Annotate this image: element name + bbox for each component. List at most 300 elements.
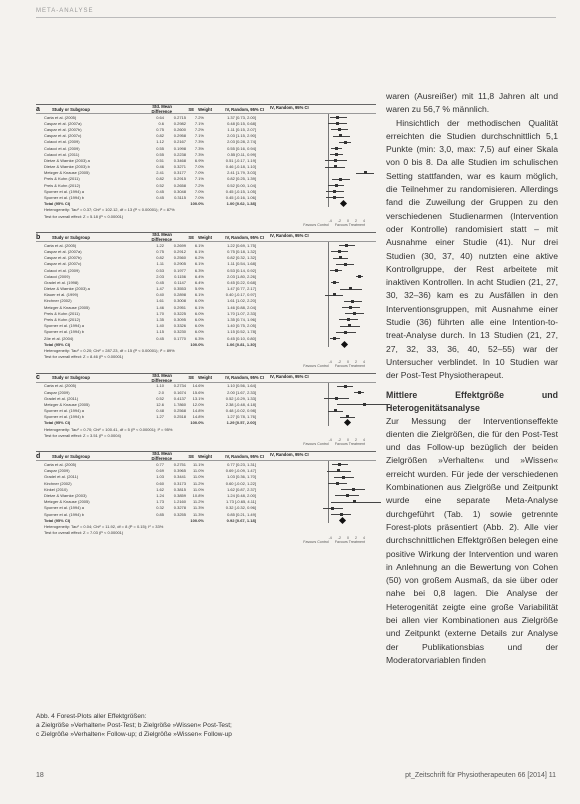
smd-value: 0.77: [156, 462, 164, 468]
point-estimate: [349, 287, 352, 290]
se-value: 0.3271: [173, 164, 186, 170]
weight-value: 6.1%: [194, 261, 204, 267]
smd-value: 0.45: [156, 279, 164, 285]
study-name: Sporner et al. (1994) b: [44, 329, 85, 335]
se-value: 0.1998: [173, 145, 186, 151]
se-value: 0.2600: [173, 126, 186, 132]
caption-line-2: a Zielgröße »Verhalten« Post-Test; b Zielgröße »Wissen« Post-Test;: [36, 722, 232, 729]
point-estimate: [336, 116, 339, 119]
study-name: Caspar et al. (2007b): [44, 255, 82, 261]
col-header-weight: Weight: [198, 106, 212, 112]
se-value: 0.2658: [173, 182, 186, 188]
weight-value: 7.1%: [194, 120, 204, 126]
col-header-ci: IV, Random, 95% CI: [225, 234, 264, 240]
ci-value: 0.55 [0.11, 0.99]: [227, 151, 256, 157]
se-value: 0.3230: [173, 329, 186, 335]
weight-value: 11.3%: [192, 511, 204, 517]
smd-value: 0.85: [156, 511, 164, 517]
ci-value: 1.15 [0.52, 1.78]: [227, 329, 256, 335]
smd-value: 12.6: [156, 401, 164, 407]
study-name: Klauer et al. (1999): [44, 292, 79, 298]
axis-tick: -2: [337, 438, 341, 443]
smd-value: 0.6: [158, 120, 164, 126]
favours-control: Favours Control: [303, 363, 329, 368]
point-estimate: [334, 159, 337, 162]
point-estimate: [346, 494, 349, 497]
axis-tick: -2: [337, 535, 341, 540]
ci-value: 1.00 [0.62, 1.38]: [226, 201, 256, 207]
se-value: 0.3173: [173, 480, 186, 486]
smd-value: 1.24: [156, 492, 164, 498]
se-value: 1.2160: [173, 499, 186, 505]
axis-tick: 0: [347, 219, 349, 224]
weight-value: 7.3%: [194, 145, 204, 151]
study-name: Preis & Kuhn (2011): [44, 176, 80, 182]
weight-value: 7.3%: [194, 151, 204, 157]
study-name: Colacci et al. (2009): [44, 145, 80, 151]
se-value: 0.2518: [173, 414, 186, 420]
se-value: 0.3177: [173, 170, 186, 176]
se-value: 0.1977: [173, 267, 186, 273]
se-value: 0.2958: [173, 133, 186, 139]
smd-value: 0.82: [156, 255, 164, 261]
favours-control: Favours Control: [303, 539, 329, 544]
study-name: Colacci et al. (2011): [44, 151, 80, 157]
smd-value: 1.46: [156, 304, 164, 310]
ci-value: 0.55 [0.16, 0.94]: [227, 145, 256, 151]
ci-value: 1.61 [1.02, 2.20]: [227, 298, 256, 304]
ci-value: 0.82 [0.25, 1.39]: [227, 176, 256, 182]
point-estimate: [335, 147, 338, 150]
se-value: 0.2912: [173, 248, 186, 254]
study-name: Carta et al. (2005): [44, 114, 77, 120]
ci-value: 2.41 [1.79, 3.03]: [227, 170, 256, 176]
study-name: Total (95% CI): [44, 420, 71, 426]
point-estimate: [358, 275, 361, 278]
se-value: 0.2699: [173, 242, 186, 248]
axis-tick: -2: [337, 219, 341, 224]
study-name: Carta et al. (2005): [44, 462, 77, 468]
weight-value: 7.0%: [194, 170, 204, 176]
ci-value: 1.62 [0.87, 2.37]: [227, 486, 256, 492]
se-value: 0.2951: [173, 304, 186, 310]
favours-control: Favours Control: [303, 223, 329, 228]
axis-tick: -4: [328, 438, 332, 443]
paragraph-1: waren (Ausreißer) mit 11,8 Jahren alt und waren zu 56,7 % männlich.: [386, 91, 558, 115]
se-value: 0.2751: [173, 462, 186, 468]
page-number: 18: [36, 772, 44, 779]
point-estimate: [351, 300, 354, 303]
study-name: Kirchner (2002): [44, 480, 72, 486]
ci-value: 0.92 [0.67, 1.18]: [226, 517, 256, 523]
ci-value: 1.46 [0.88, 2.04]: [227, 304, 256, 310]
col-header-smd: Std. Mean Difference: [151, 372, 172, 383]
point-estimate: [344, 141, 347, 144]
panel-label: b: [36, 233, 41, 241]
smd-value: 1.11: [156, 261, 164, 267]
ci-value: 0.45 [-0.16, 1.06]: [225, 195, 256, 201]
weight-value: 11.0%: [192, 474, 204, 480]
study-name: Caspar et al. (2007c): [44, 261, 82, 267]
se-value: 0.2915: [173, 176, 186, 182]
point-estimate: [338, 250, 341, 253]
axis-tick: 4: [363, 438, 365, 443]
ci-value: 1.40 [0.75, 2.05]: [227, 323, 256, 329]
point-estimate: [353, 312, 356, 315]
smd-value: 0.75: [156, 126, 164, 132]
panel-label: d: [36, 452, 41, 460]
forest-panel-c: [36, 373, 376, 447]
forest-panel-b: [36, 232, 376, 368]
study-name: Carta et al. (2005): [44, 383, 77, 389]
caption-line-1: Abb. 4 Forest-Plots aller Effektgrößen:: [36, 713, 147, 720]
panel-label: c: [36, 374, 40, 382]
study-name: Total (95% CI): [44, 201, 71, 207]
weight-value: 6.3%: [194, 335, 204, 341]
point-estimate: [333, 281, 336, 284]
ci-value: 0.51 [-0.17, 1.19]: [225, 157, 256, 163]
ci-value: 1.11 [0.15, 2.07]: [227, 126, 256, 132]
smd-value: 0.40: [156, 292, 164, 298]
study-name: Sporner et al. (1994) b: [44, 414, 85, 420]
ci-plot: [262, 201, 376, 207]
axis-tick: -4: [328, 535, 332, 540]
study-name: Zöe et al. (2004): [44, 335, 74, 341]
ci-value: 0.48 [-0.02, 0.98]: [225, 408, 256, 414]
study-name: Preis & Kuhn (2012): [44, 182, 81, 188]
weight-value: 7.2%: [194, 114, 204, 120]
col-header-smd: Std. Mean Difference: [151, 104, 172, 114]
col-header-weight: Weight: [198, 234, 212, 240]
axis-tick: 2: [355, 438, 357, 443]
study-name: Caspar et al. (2007b): [44, 126, 82, 132]
study-name: Metzger & Knause (2005): [44, 499, 90, 505]
axis-tick: 4: [363, 219, 365, 224]
smd-value: 0.52: [156, 182, 164, 188]
smd-value: 1.70: [156, 310, 164, 316]
col-header-se: SE: [188, 106, 194, 112]
smd-value: 1.35: [156, 317, 164, 323]
col-header-se: SE: [188, 234, 194, 240]
page-footer: [36, 772, 556, 779]
se-value: 0.3326: [173, 323, 186, 329]
weight-value: 7.2%: [194, 182, 204, 188]
se-value: 1.7860: [173, 401, 186, 407]
overall-effect-text: Test for overall effect: Z = 3.51 (P = 0.0004): [44, 432, 122, 438]
panel-header: [36, 105, 376, 114]
smd-value: 1.62: [156, 486, 164, 492]
zero-line: [328, 517, 329, 523]
col-header-study: Study or Subgroup: [52, 453, 90, 459]
ci-value: 0.75 [0.18, 1.32]: [227, 248, 256, 254]
col-header-ci: IV, Random, 95% CI: [225, 375, 264, 381]
point-estimate: [353, 500, 356, 503]
point-estimate: [336, 122, 339, 125]
weight-value: 12.0%: [192, 401, 204, 407]
study-name: Caspar et al. (2007a): [44, 120, 82, 126]
heterogeneity-text: Heterogeneity: Tau² = 0.37; Chi² = 102.12, df = 13 (P < 0.00001); I² = 87%: [44, 207, 175, 213]
axis-tick: -2: [337, 359, 341, 364]
ci-value: 1.22 [0.69, 1.75]: [227, 242, 256, 248]
se-value: 0.3278: [173, 505, 186, 511]
point-estimate: [335, 184, 338, 187]
col-header-ci: IV, Random, 95% CI: [225, 453, 264, 459]
ci-value: 1.47 [0.77, 2.17]: [227, 286, 256, 292]
weight-value: 11.0%: [192, 486, 204, 492]
smd-value: 0.82: [156, 133, 164, 139]
ci-value: 1.03 [0.36, 1.70]: [227, 474, 256, 480]
point-estimate: [349, 306, 352, 309]
smd-value: 1.15: [156, 329, 164, 335]
ci-value: 2.03 [1.80, 2.26]: [227, 273, 256, 279]
study-name: Kirchner (2002): [44, 298, 72, 304]
panel-label: a: [36, 105, 40, 113]
summary-diamond: [341, 341, 348, 348]
point-estimate: [338, 463, 341, 466]
col-header-smd: Std. Mean Difference: [151, 451, 172, 462]
axis-tick: 4: [363, 359, 365, 364]
study-name: Total (95% CI): [44, 341, 71, 347]
smd-value: 0.51: [156, 157, 164, 163]
se-value: 0.3008: [173, 298, 186, 304]
smd-value: 1.73: [156, 499, 164, 505]
study-name: Gradel et al. (2011): [44, 395, 79, 401]
se-value: 0.2905: [173, 261, 186, 267]
axis-tick: 0: [347, 438, 349, 443]
overall-effect-text: Test for overall effect: Z = 5.18 (P < 0.00001): [44, 213, 124, 219]
study-name: Sporner et al. (1994) a: [44, 188, 85, 194]
study-name: Caspar et al. (2007c): [44, 133, 82, 139]
ci-value: 0.53 [0.14, 0.92]: [227, 267, 256, 273]
ci-value: 0.52 [-0.29, 1.33]: [225, 395, 256, 401]
weight-value: 6.3%: [194, 267, 204, 273]
point-estimate: [340, 513, 343, 516]
ci-value: 2.03 [0.28, 2.74]: [227, 139, 256, 145]
ci-value: 0.40 [-0.17, 0.97]: [225, 292, 256, 298]
ci-value: 1.11 [0.54, 1.68]: [227, 261, 256, 267]
weight-value: 6.1%: [194, 242, 204, 248]
total-row: [36, 341, 376, 347]
smd-value: 0.82: [156, 176, 164, 182]
axis-tick: -4: [328, 359, 332, 364]
weight-value: 7.2%: [194, 126, 204, 132]
se-value: 0.2734: [173, 383, 186, 389]
smd-value: 1.22: [156, 242, 164, 248]
favours-labels: [36, 540, 376, 544]
study-name: Dietze & Warnke (2003) a: [44, 157, 90, 163]
point-estimate: [336, 482, 339, 485]
ci-value: 0.60 [-0.02, 1.22]: [225, 480, 256, 486]
study-name: Gradel et al. (1998): [44, 279, 79, 285]
body-text-column: [386, 90, 558, 667]
se-value: 0.1674: [173, 389, 186, 395]
se-value: 0.3859: [173, 492, 186, 498]
weight-value: 6.1%: [194, 248, 204, 254]
ci-value: 1.73 [-0.65, 4.11]: [226, 499, 256, 505]
point-estimate: [339, 134, 342, 137]
study-name: Sporner et al. (1994) b: [44, 195, 85, 201]
favours-labels: [36, 223, 376, 227]
favours-control: Favours Control: [303, 442, 329, 447]
summary-diamond: [344, 419, 351, 426]
point-estimate: [352, 488, 355, 491]
favours-treatment: Favours Treatment: [334, 363, 365, 368]
weight-value: 7.0%: [194, 195, 204, 201]
se-value: 0.1156: [174, 273, 186, 279]
ci-value: 0.45 [0.22, 0.68]: [227, 279, 256, 285]
overall-effect-text: Test for overall effect: Z = 7.03 (P < 0.00001): [44, 530, 124, 536]
total-row: [36, 420, 376, 426]
ci-value: 0.52 [0.00, 1.04]: [227, 182, 256, 188]
heterogeneity-text: Heterogeneity: Tau² = 0.20; Chi² = 287.23, df = 15 (P < 0.00001); I² = 89%: [44, 347, 175, 353]
axis-tick: -4: [328, 219, 332, 224]
col-header-weight: Weight: [198, 375, 212, 381]
point-estimate: [337, 469, 340, 472]
point-estimate: [335, 269, 338, 272]
study-name: Colacci et al. (2009): [44, 267, 80, 273]
zero-line: [328, 341, 329, 347]
study-name: Kinkel (2010): [44, 486, 68, 492]
smd-value: 0.45: [156, 188, 164, 194]
ci-value: 1.06 [0.81, 1.30]: [226, 341, 256, 347]
forest-plot-figure: [36, 104, 376, 549]
weight-value: 7.1%: [194, 176, 204, 182]
se-value: 0.4137: [173, 395, 186, 401]
ci-value: 0.82 [0.32, 1.32]: [227, 255, 256, 261]
ci-value: 0.45 [0.10, 0.80]: [227, 335, 256, 341]
point-estimate: [344, 263, 347, 266]
ci-value: 0.77 [0.23, 1.31]: [227, 462, 256, 468]
study-name: Metzger & Knause (2005): [44, 170, 90, 176]
axis-tick: 4: [363, 535, 365, 540]
se-value: 0.2715: [173, 114, 186, 120]
point-estimate: [335, 153, 338, 156]
zero-line: [328, 201, 329, 207]
study-name: Sporner et al. (1994) a: [44, 323, 85, 329]
weight-value: 100.0%: [190, 201, 204, 207]
weight-value: 14.8%: [192, 414, 204, 420]
point-estimate: [333, 190, 336, 193]
point-estimate: [338, 128, 341, 131]
weight-value: 7.0%: [194, 188, 204, 194]
se-value: 0.3441: [173, 474, 186, 480]
point-estimate: [334, 165, 337, 168]
total-row: [36, 201, 376, 207]
weight-value: 6.4%: [194, 279, 204, 285]
weight-value: 6.0%: [194, 317, 204, 323]
smd-value: 2.41: [156, 170, 164, 176]
study-name: Dietze & Warnke (2003) b: [44, 164, 90, 170]
se-value: 0.3095: [173, 317, 186, 323]
study-name: Sporner et al. (1994) a: [44, 408, 85, 414]
ci-value: 0.69 [-0.09, 1.47]: [225, 468, 256, 474]
weight-value: 5.9%: [194, 286, 204, 292]
smd-value: 0.32: [156, 505, 164, 511]
favours-labels: [36, 364, 376, 368]
study-name: Metzger & Knause (2005): [44, 401, 90, 407]
running-title: META-ANALYSE: [36, 8, 94, 14]
study-name: Colacci et al. (2009): [44, 139, 80, 145]
study-name: Preis & Kuhn (2011): [44, 310, 80, 316]
section-heading-effect: Mittlere Effektgröße und Heterogenitätsanalyse: [386, 389, 558, 413]
point-estimate: [333, 293, 336, 296]
favours-treatment: Favours Treatment: [334, 223, 365, 228]
se-value: 0.3553: [173, 286, 186, 292]
forest-panel-d: [36, 451, 376, 543]
smd-value: 0.52: [156, 395, 164, 401]
se-value: 0.2982: [173, 120, 186, 126]
col-header-plot: IV, Random, 95% CI: [270, 105, 309, 110]
figure-caption: [36, 712, 366, 739]
smd-value: 0.53: [156, 267, 164, 273]
paragraph-3: Zur Messung der Interventionseffekte dienten die Zielgrößen, die für den Post-Test und das Follow-up bezüglich der beiden Zielgrößen »Verhalten« und »Wissen« erreicht wurden. Für jede der verschiedenen Kombinationen aus Zielgröße und Zeitpunkt wurde eine separate Meta-Analyse durchgeführt (Tab. 1) sowie getrennte Forest-plots präsentiert (Abb. 2). Alle vier durchschnittlichen Effektgrößen belegen eine positive Wirkung der Intervention und waren in Anlehnung an die Bewertung von Cohen (50) von großem Ausmaß, da sie über oder nahe bei 0,8 lagen. Die Analyse der Heterogenität zeigte eine große Variabilität bei allen vier Kombinationen aus Zielgröße und Zeitpunkt (externe Details zur Analyse der Publikationsbias und der Moderatorvariablen finden: [386, 415, 558, 665]
weight-value: 6.0%: [194, 310, 204, 316]
col-header-weight: Weight: [198, 453, 212, 459]
col-header-se: SE: [188, 375, 194, 381]
point-estimate: [334, 409, 337, 412]
col-header-plot: IV, Random, 95% CI: [270, 452, 309, 458]
ci-value: 2.38 [-0.48, 4.18]: [225, 401, 256, 407]
point-estimate: [333, 196, 336, 199]
zero-line: [328, 420, 329, 426]
weight-value: 100.0%: [190, 517, 204, 523]
se-value: 0.1147: [174, 279, 186, 285]
study-name: Caspar (2009): [44, 389, 70, 395]
smd-value: 0.55: [156, 145, 164, 151]
se-value: 0.2167: [173, 139, 186, 145]
ci-value: 2.00 [1.67, 2.33]: [227, 389, 256, 395]
smd-value: 2.03: [156, 273, 164, 279]
heterogeneity-text: Heterogeneity: Tau² = 0.04; Chi² = 11.92, df = 8 (P = 0.15); I² = 33%: [44, 523, 164, 529]
ci-value: 0.85 [0.21, 1.49]: [227, 511, 256, 517]
weight-value: 11.2%: [192, 480, 204, 486]
smd-value: 1.61: [156, 298, 164, 304]
col-header-study: Study or Subgroup: [52, 375, 90, 381]
study-name: Carta et al. (2005): [44, 242, 77, 248]
study-name: Caspar (2009): [44, 468, 70, 474]
weight-value: 7.1%: [194, 133, 204, 139]
study-name: Total (95% CI): [44, 517, 71, 523]
se-value: 0.3965: [173, 468, 186, 474]
favours-treatment: Favours Treatment: [334, 539, 365, 544]
point-estimate: [348, 324, 351, 327]
study-name: Gradel et al. (2011): [44, 474, 79, 480]
smd-value: 0.60: [156, 480, 164, 486]
se-value: 0.2560: [173, 255, 186, 261]
panel-header: [36, 374, 376, 383]
ci-plot: [262, 517, 376, 523]
axis-tick: 2: [355, 359, 357, 364]
panel-header: [36, 233, 376, 242]
se-value: 0.3255: [173, 511, 186, 517]
weight-value: 11.3%: [192, 505, 204, 511]
weight-value: 6.9%: [194, 157, 204, 163]
point-estimate: [342, 476, 345, 479]
weight-value: 6.0%: [194, 298, 204, 304]
summary-diamond: [339, 517, 346, 524]
col-header-plot: IV, Random, 95% CI: [270, 233, 309, 239]
smd-value: 0.45: [156, 335, 164, 341]
se-value: 0.2238: [173, 151, 186, 157]
smd-value: 1.47: [156, 286, 164, 292]
study-name: Colacci (2009): [44, 273, 70, 279]
weight-value: 100.0%: [190, 341, 204, 347]
weight-value: 10.8%: [192, 492, 204, 498]
weight-value: 11.1%: [192, 462, 204, 468]
caption-line-3: c Zielgröße »Verhalten« Follow-up; d Zielgröße »Wissen« Follow-up: [36, 731, 232, 738]
weight-value: 6.0%: [194, 323, 204, 329]
weight-value: 13.1%: [192, 395, 204, 401]
